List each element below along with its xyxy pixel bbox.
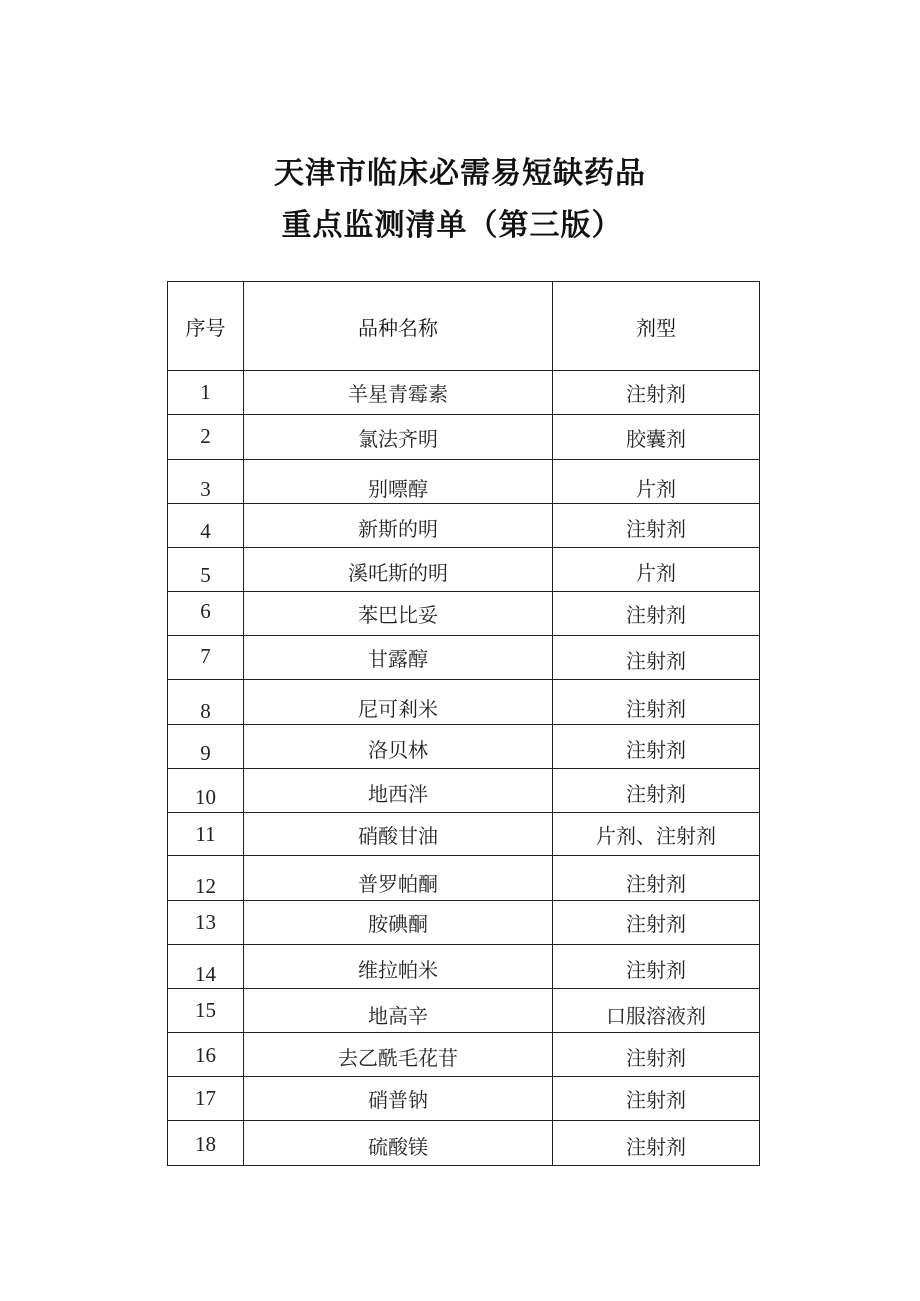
row-serial-number-cell — [168, 371, 244, 415]
row-serial-number: 8 — [200, 698, 211, 723]
row-serial-number: 16 — [195, 1043, 216, 1067]
row-dosage-form-cell — [553, 504, 760, 548]
row-dosage-form: 注射剂 — [626, 912, 686, 936]
row-dosage-form: 注射剂 — [626, 1088, 686, 1112]
row-drug-name-cell — [244, 945, 553, 989]
row-dosage-form-cell — [553, 680, 760, 725]
row-dosage-form: 注射剂 — [626, 696, 686, 721]
row-serial-number-cell — [168, 856, 244, 901]
row-dosage-form: 注射剂 — [626, 738, 686, 762]
row-dosage-form: 注射剂 — [626, 782, 686, 806]
row-dosage-form: 注射剂 — [626, 649, 686, 673]
row-serial-number: 7 — [200, 644, 211, 668]
row-drug-name-cell — [244, 504, 553, 548]
row-dosage-form-cell — [553, 769, 760, 813]
row-serial-number: 2 — [200, 423, 211, 448]
row-serial-number-cell — [168, 945, 244, 989]
table-row — [168, 504, 760, 548]
row-drug-name: 硝普钠 — [368, 1088, 428, 1112]
row-drug-name: 新斯的明 — [358, 517, 438, 541]
row-dosage-form: 注射剂 — [626, 958, 686, 982]
row-drug-name-cell — [244, 548, 553, 592]
row-serial-number-cell — [168, 415, 244, 460]
row-serial-number-cell — [168, 725, 244, 769]
row-dosage-form-cell — [553, 460, 760, 504]
table-row — [168, 680, 760, 725]
row-serial-number-cell — [168, 680, 244, 725]
row-dosage-form: 注射剂 — [626, 871, 686, 896]
row-dosage-form-cell — [553, 813, 760, 856]
row-serial-number: 17 — [195, 1086, 216, 1110]
row-dosage-form: 注射剂 — [626, 1134, 686, 1159]
row-serial-number: 9 — [200, 741, 211, 765]
row-drug-name: 地高辛 — [368, 1004, 428, 1028]
table-row — [168, 592, 760, 636]
table-row — [168, 1033, 760, 1077]
row-drug-name: 甘露醇 — [368, 647, 428, 671]
row-serial-number-cell — [168, 989, 244, 1033]
row-dosage-form-cell — [553, 415, 760, 460]
document-title-line-2: 重点监测清单（第三版） — [281, 208, 623, 243]
row-dosage-form: 注射剂 — [626, 517, 686, 541]
row-dosage-form-cell — [553, 945, 760, 989]
row-drug-name: 去乙酰毛花苷 — [338, 1046, 458, 1070]
row-drug-name-cell — [244, 371, 553, 415]
row-dosage-form-cell — [553, 989, 760, 1033]
row-dosage-form: 注射剂 — [626, 382, 686, 406]
document-title-line-1: 天津市临床必需易短缺药品 — [274, 156, 646, 191]
row-serial-number-cell — [168, 813, 244, 856]
row-dosage-form-cell — [553, 1121, 760, 1166]
row-drug-name: 苯巴比妥 — [358, 603, 438, 627]
row-serial-number: 5 — [200, 563, 211, 587]
table-row — [168, 371, 760, 415]
row-serial-number-cell — [168, 592, 244, 636]
row-serial-number: 13 — [195, 910, 216, 934]
row-drug-name-cell — [244, 856, 553, 901]
row-serial-number: 18 — [195, 1131, 216, 1156]
row-dosage-form-cell — [553, 725, 760, 769]
row-drug-name: 普罗帕酮 — [358, 871, 438, 896]
table-row — [168, 636, 760, 680]
row-drug-name-cell — [244, 901, 553, 945]
drug-list-table — [167, 281, 760, 1166]
table-row — [168, 769, 760, 813]
table-row — [168, 415, 760, 460]
row-serial-number: 14 — [195, 962, 216, 986]
row-drug-name-cell — [244, 725, 553, 769]
row-drug-name: 硫酸镁 — [368, 1134, 428, 1159]
row-dosage-form: 片剂 — [636, 561, 676, 585]
row-serial-number: 1 — [200, 380, 211, 404]
row-dosage-form-cell — [553, 636, 760, 680]
table-row — [168, 813, 760, 856]
row-serial-number-cell — [168, 636, 244, 680]
row-drug-name-cell — [244, 989, 553, 1033]
header-drug-name: 品种名称 — [244, 282, 553, 371]
row-serial-number-cell — [168, 460, 244, 504]
table-row — [168, 460, 760, 504]
row-dosage-form-cell — [553, 371, 760, 415]
row-serial-number: 4 — [200, 519, 211, 543]
row-drug-name-cell — [244, 813, 553, 856]
row-serial-number-cell — [168, 504, 244, 548]
row-dosage-form-cell — [553, 901, 760, 945]
row-dosage-form: 片剂、注射剂 — [596, 823, 716, 848]
row-drug-name-cell — [244, 1121, 553, 1166]
row-serial-number-cell — [168, 548, 244, 592]
row-serial-number: 10 — [195, 785, 216, 809]
header-dosage-form: 剂型 — [553, 282, 760, 371]
row-drug-name-cell — [244, 1033, 553, 1077]
row-serial-number-cell — [168, 1121, 244, 1166]
table-row — [168, 1077, 760, 1121]
row-drug-name-cell — [244, 460, 553, 504]
row-drug-name: 维拉帕米 — [358, 958, 438, 982]
table-row — [168, 548, 760, 592]
row-serial-number: 12 — [195, 873, 216, 898]
row-dosage-form: 口服溶液剂 — [606, 1004, 706, 1028]
row-dosage-form: 注射剂 — [626, 1046, 686, 1070]
row-serial-number-cell — [168, 1033, 244, 1077]
row-drug-name-cell — [244, 415, 553, 460]
row-serial-number: 3 — [200, 477, 211, 501]
row-drug-name: 氯法齐明 — [358, 426, 438, 451]
row-drug-name: 地西泮 — [368, 782, 428, 806]
row-serial-number: 15 — [195, 998, 216, 1022]
row-dosage-form: 胶囊剂 — [626, 426, 686, 451]
row-drug-name-cell — [244, 1077, 553, 1121]
row-drug-name: 洛贝林 — [368, 738, 428, 762]
row-serial-number-cell — [168, 901, 244, 945]
table-row — [168, 1121, 760, 1166]
row-dosage-form-cell — [553, 1033, 760, 1077]
row-drug-name-cell — [244, 769, 553, 813]
row-dosage-form-cell — [553, 592, 760, 636]
header-serial-number: 序号 — [168, 282, 244, 371]
row-drug-name: 尼可剎米 — [358, 696, 438, 721]
row-drug-name: 胺碘酮 — [368, 912, 428, 936]
row-serial-number-cell — [168, 1077, 244, 1121]
table-body — [168, 371, 760, 1166]
row-drug-name-cell — [244, 636, 553, 680]
row-dosage-form: 片剂 — [636, 477, 676, 501]
row-drug-name: 硝酸甘油 — [358, 823, 438, 848]
row-drug-name-cell — [244, 592, 553, 636]
row-drug-name: 羊星青霉素 — [348, 382, 448, 406]
row-dosage-form-cell — [553, 856, 760, 901]
row-serial-number: 11 — [195, 821, 216, 846]
table-row — [168, 989, 760, 1033]
table-row — [168, 901, 760, 945]
row-dosage-form-cell — [553, 548, 760, 592]
table-row — [168, 725, 760, 769]
table-header-row — [168, 282, 760, 371]
row-drug-name: 溪吒斯的明 — [348, 561, 448, 585]
row-drug-name: 别嘌醇 — [368, 477, 428, 501]
row-dosage-form: 注射剂 — [626, 603, 686, 627]
row-dosage-form-cell — [553, 1077, 760, 1121]
row-serial-number: 6 — [200, 599, 211, 623]
row-drug-name-cell — [244, 680, 553, 725]
table-row — [168, 945, 760, 989]
row-serial-number-cell — [168, 769, 244, 813]
table-row — [168, 856, 760, 901]
